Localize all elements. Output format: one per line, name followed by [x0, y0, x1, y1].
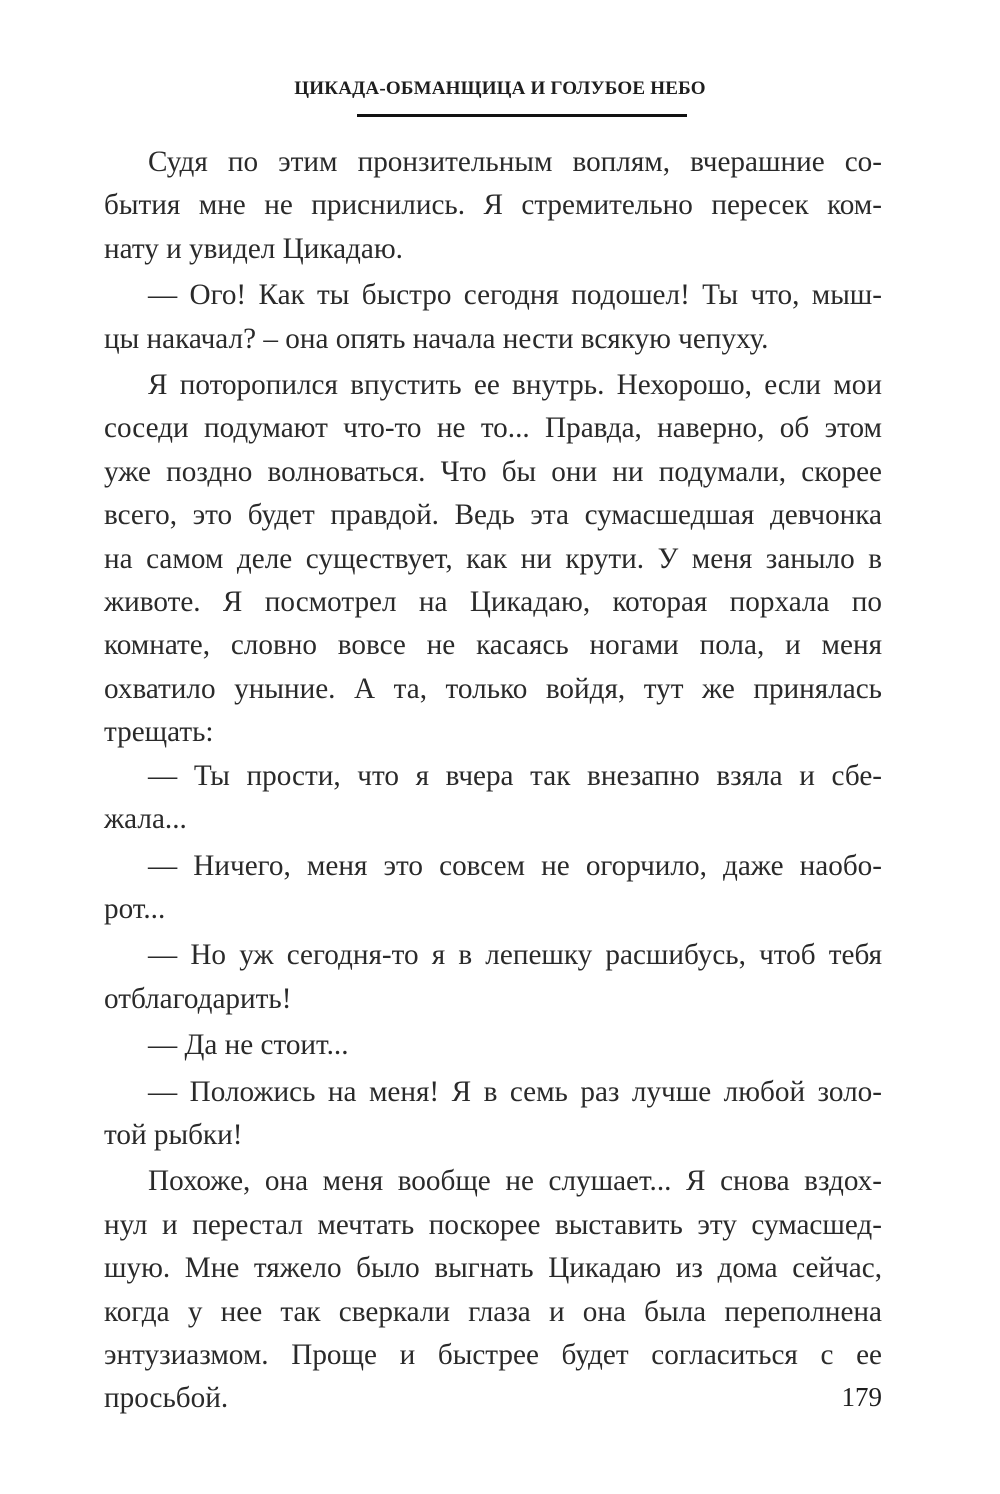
- text-line: цы накачал? – она опять начала нести всякую чепуху.: [104, 322, 769, 355]
- running-head: ЦИКАДА-ОБМАНЩИЦА И ГОЛУБОЕ НЕБО: [294, 78, 706, 99]
- text-line: — Положись на меня! Я в семь раз лучше любой золо-: [148, 1075, 882, 1108]
- text-line: охватило уныние. А та, только войдя, тут же принялась: [104, 672, 882, 705]
- text-line: шую. Мне тяжело было выгнать Цикадаю из дома сейчас,: [104, 1252, 882, 1285]
- text-line: всего, это будет правдой. Ведь эта сумасшедшая девчонка: [104, 499, 882, 532]
- page-number: 179: [841, 1382, 882, 1412]
- text-line: трещать:: [104, 716, 214, 749]
- text-line: Похоже, она меня вообще не слушает... Я снова вздох-: [148, 1165, 882, 1198]
- text-line: Я поторопился впустить ее внутрь. Нехорошо, если мои: [148, 369, 882, 402]
- text-line: нул и перестал мечтать поскорее выставить эту сумасшед-: [104, 1208, 882, 1241]
- text-line: уже поздно волноваться. Что бы они ни подумали, скорее: [104, 455, 882, 488]
- text-line: — Ты прости, что я вчера так внезапно взяла и сбе-: [148, 759, 882, 792]
- text-line: энтузиазмом. Проще и быстрее будет согласиться с ее: [104, 1338, 882, 1371]
- text-line: когда у нее так сверкали глаза и она была переполнена: [104, 1295, 882, 1328]
- text-line: Судя по этим пронзительным воплям, вчерашние со-: [148, 146, 882, 178]
- text-line: бытия мне не приснились. Я стремительно пересек ком-: [104, 189, 882, 222]
- text-line: рот...: [104, 892, 166, 925]
- text-line: — Ничего, меня это совсем не огорчило, даже наобо-: [148, 849, 882, 882]
- body-text: [104, 141, 882, 1421]
- text-line: — Но уж сегодня-то я в лепешку расшибусь, чтоб тебя: [148, 939, 882, 972]
- text-line: жала...: [104, 803, 187, 836]
- text-line: комнате, словно вовсе не касаясь ногами пола, и меня: [104, 629, 882, 662]
- text-line: той рыбки!: [104, 1118, 243, 1151]
- text-line: просьбой.: [104, 1382, 229, 1415]
- header-rule: [357, 114, 687, 117]
- text-line: — Ого! Как ты быстро сегодня подошел! Ты что, мыш-: [148, 279, 882, 312]
- text-line: соседи подумают что-то не то... Правда, наверно, об этом: [104, 412, 882, 445]
- text-line: — Да не стоит...: [148, 1029, 349, 1062]
- text-line: нату и увидел Цикадаю.: [104, 232, 403, 265]
- text-line: на самом деле существует, как ни крути. У меня заныло в: [104, 542, 882, 575]
- text-line: отблагодарить!: [104, 982, 292, 1015]
- text-line: животе. Я посмотрел на Цикадаю, которая порхала по: [104, 586, 882, 619]
